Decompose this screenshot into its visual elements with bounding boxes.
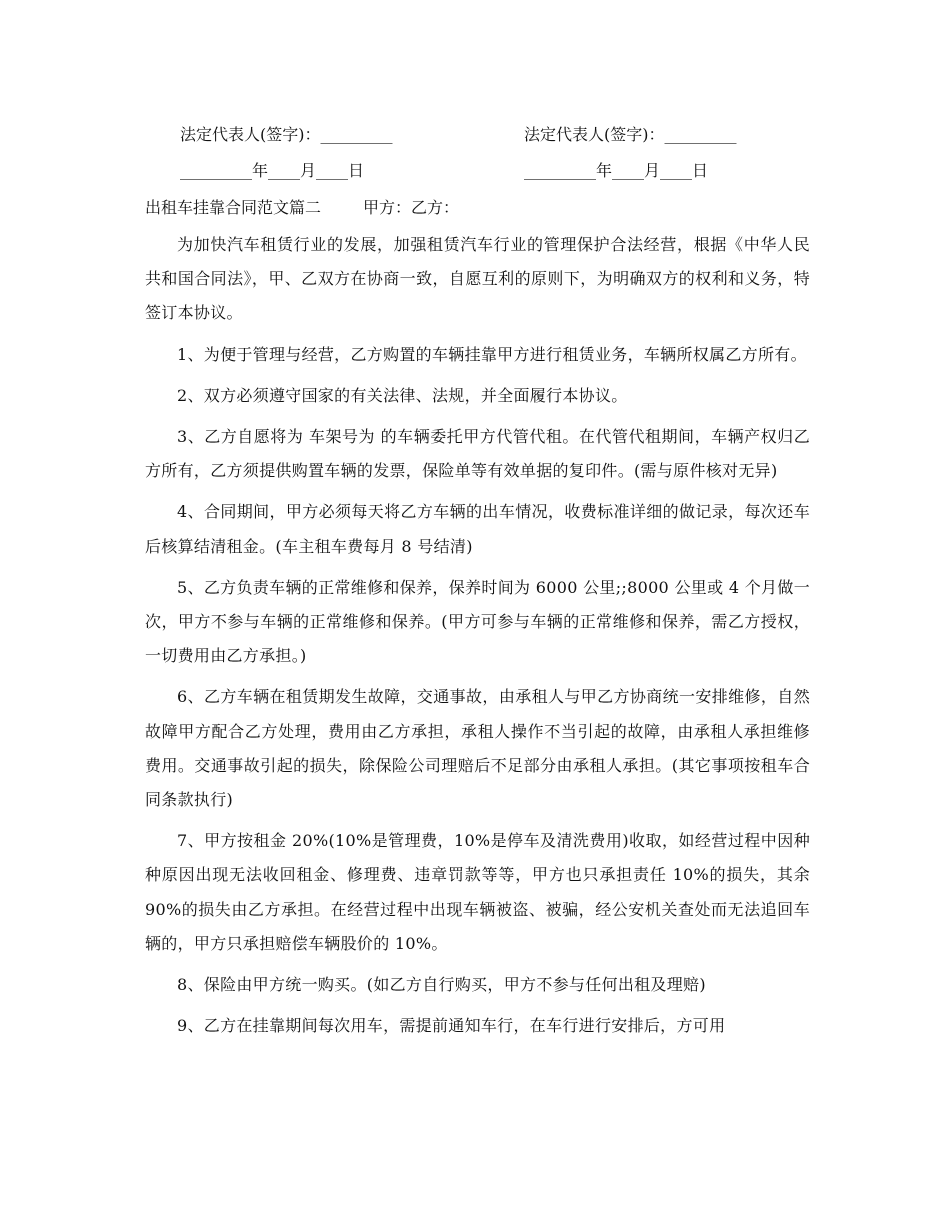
clause-2: 2、双方必须遵守国家的有关法律、法规，并全面履行本协议。 [177,385,628,405]
clause-3: 3、乙方自愿将为 车架号为 的车辆委托甲方代管代租。在代管代租期间，车辆产权归乙方所有，乙方须提供购置车辆的发票，保险单等有效单据的复印件。(需与原件核对无异) [145,427,810,481]
contract-parties: 甲方：乙方： [363,198,460,217]
right-signing-date: _________年____月____日 [524,161,709,180]
contract-heading [145,195,459,218]
clause-1: 1、为便于管理与经营，乙方购置的车辆挂靠甲方进行租赁业务，车辆所权属乙方所有。 [177,344,807,364]
clause-8: 8、保险由甲方统一购买。(如乙方自行购买，甲方不参与任何出租及理赔) [177,975,706,995]
clause-5: 5、乙方负责车辆的正常维修和保养，保养时间为 6000 公里;;8000 公里或 4 个月做一次，甲方不参与车辆的正常维修和保养。(甲方可参与车辆的正常维修和保养，需乙方授权，一切费用由乙方承担。) [145,577,810,666]
right-legal-representative-signature: 法定代表人(签字)：_________ [524,125,737,144]
clause-4: 4、合同期间，甲方必须每天将乙方车辆的出车情况，收费标准详细的做记录，每次还车后核算结清租金。(车主租车费每月 8 号结清) [145,502,810,556]
clause-6: 6、乙方车辆在租赁期发生故障，交通事故，由承租人与甲乙方协商统一安排维修，自然故障甲方配合乙方处理，费用由乙方承担，承租人操作不当引起的故障，由承租人承担维修费用。交通事故引起的损失，除保险公司理赔后不足部分由承租人承担。(其它事项按租车合同条款执行) [145,687,810,810]
left-signing-date: _________年____月____日 [180,161,365,180]
left-legal-representative-signature: 法定代表人(签字)：_________ [180,125,393,144]
clause-9: 9、乙方在挂靠期间每次用车，需提前通知车行，在车行进行安排后，方可用 [177,1016,726,1036]
preamble-paragraph: 为加快汽车租赁行业的发展，加强租赁汽车行业的管理保护合法经营，根据《中华人民共和国合同法》，甲、乙双方在协商一致，自愿互利的原则下，为明确双方的权利和义务，特签订本协议。 [145,235,810,323]
clause-7: 7、甲方按租金 20%(10%是管理费，10%是停车及清洗费用)收取，如经营过程中因种种原因出现无法收回租金、修理费、违章罚款等等，甲方也只承担责任 10%的损失，其余 90%的损失由乙方承担。在经营过程中出现车辆被盗、被骗，经公安机关查处而无法追回车辆的，甲方只承担赔偿车辆股价的 10%。 [145,831,810,953]
contract-title: 出租车挂靠合同范文篇二 [145,198,322,217]
contract-body [145,228,810,1050]
